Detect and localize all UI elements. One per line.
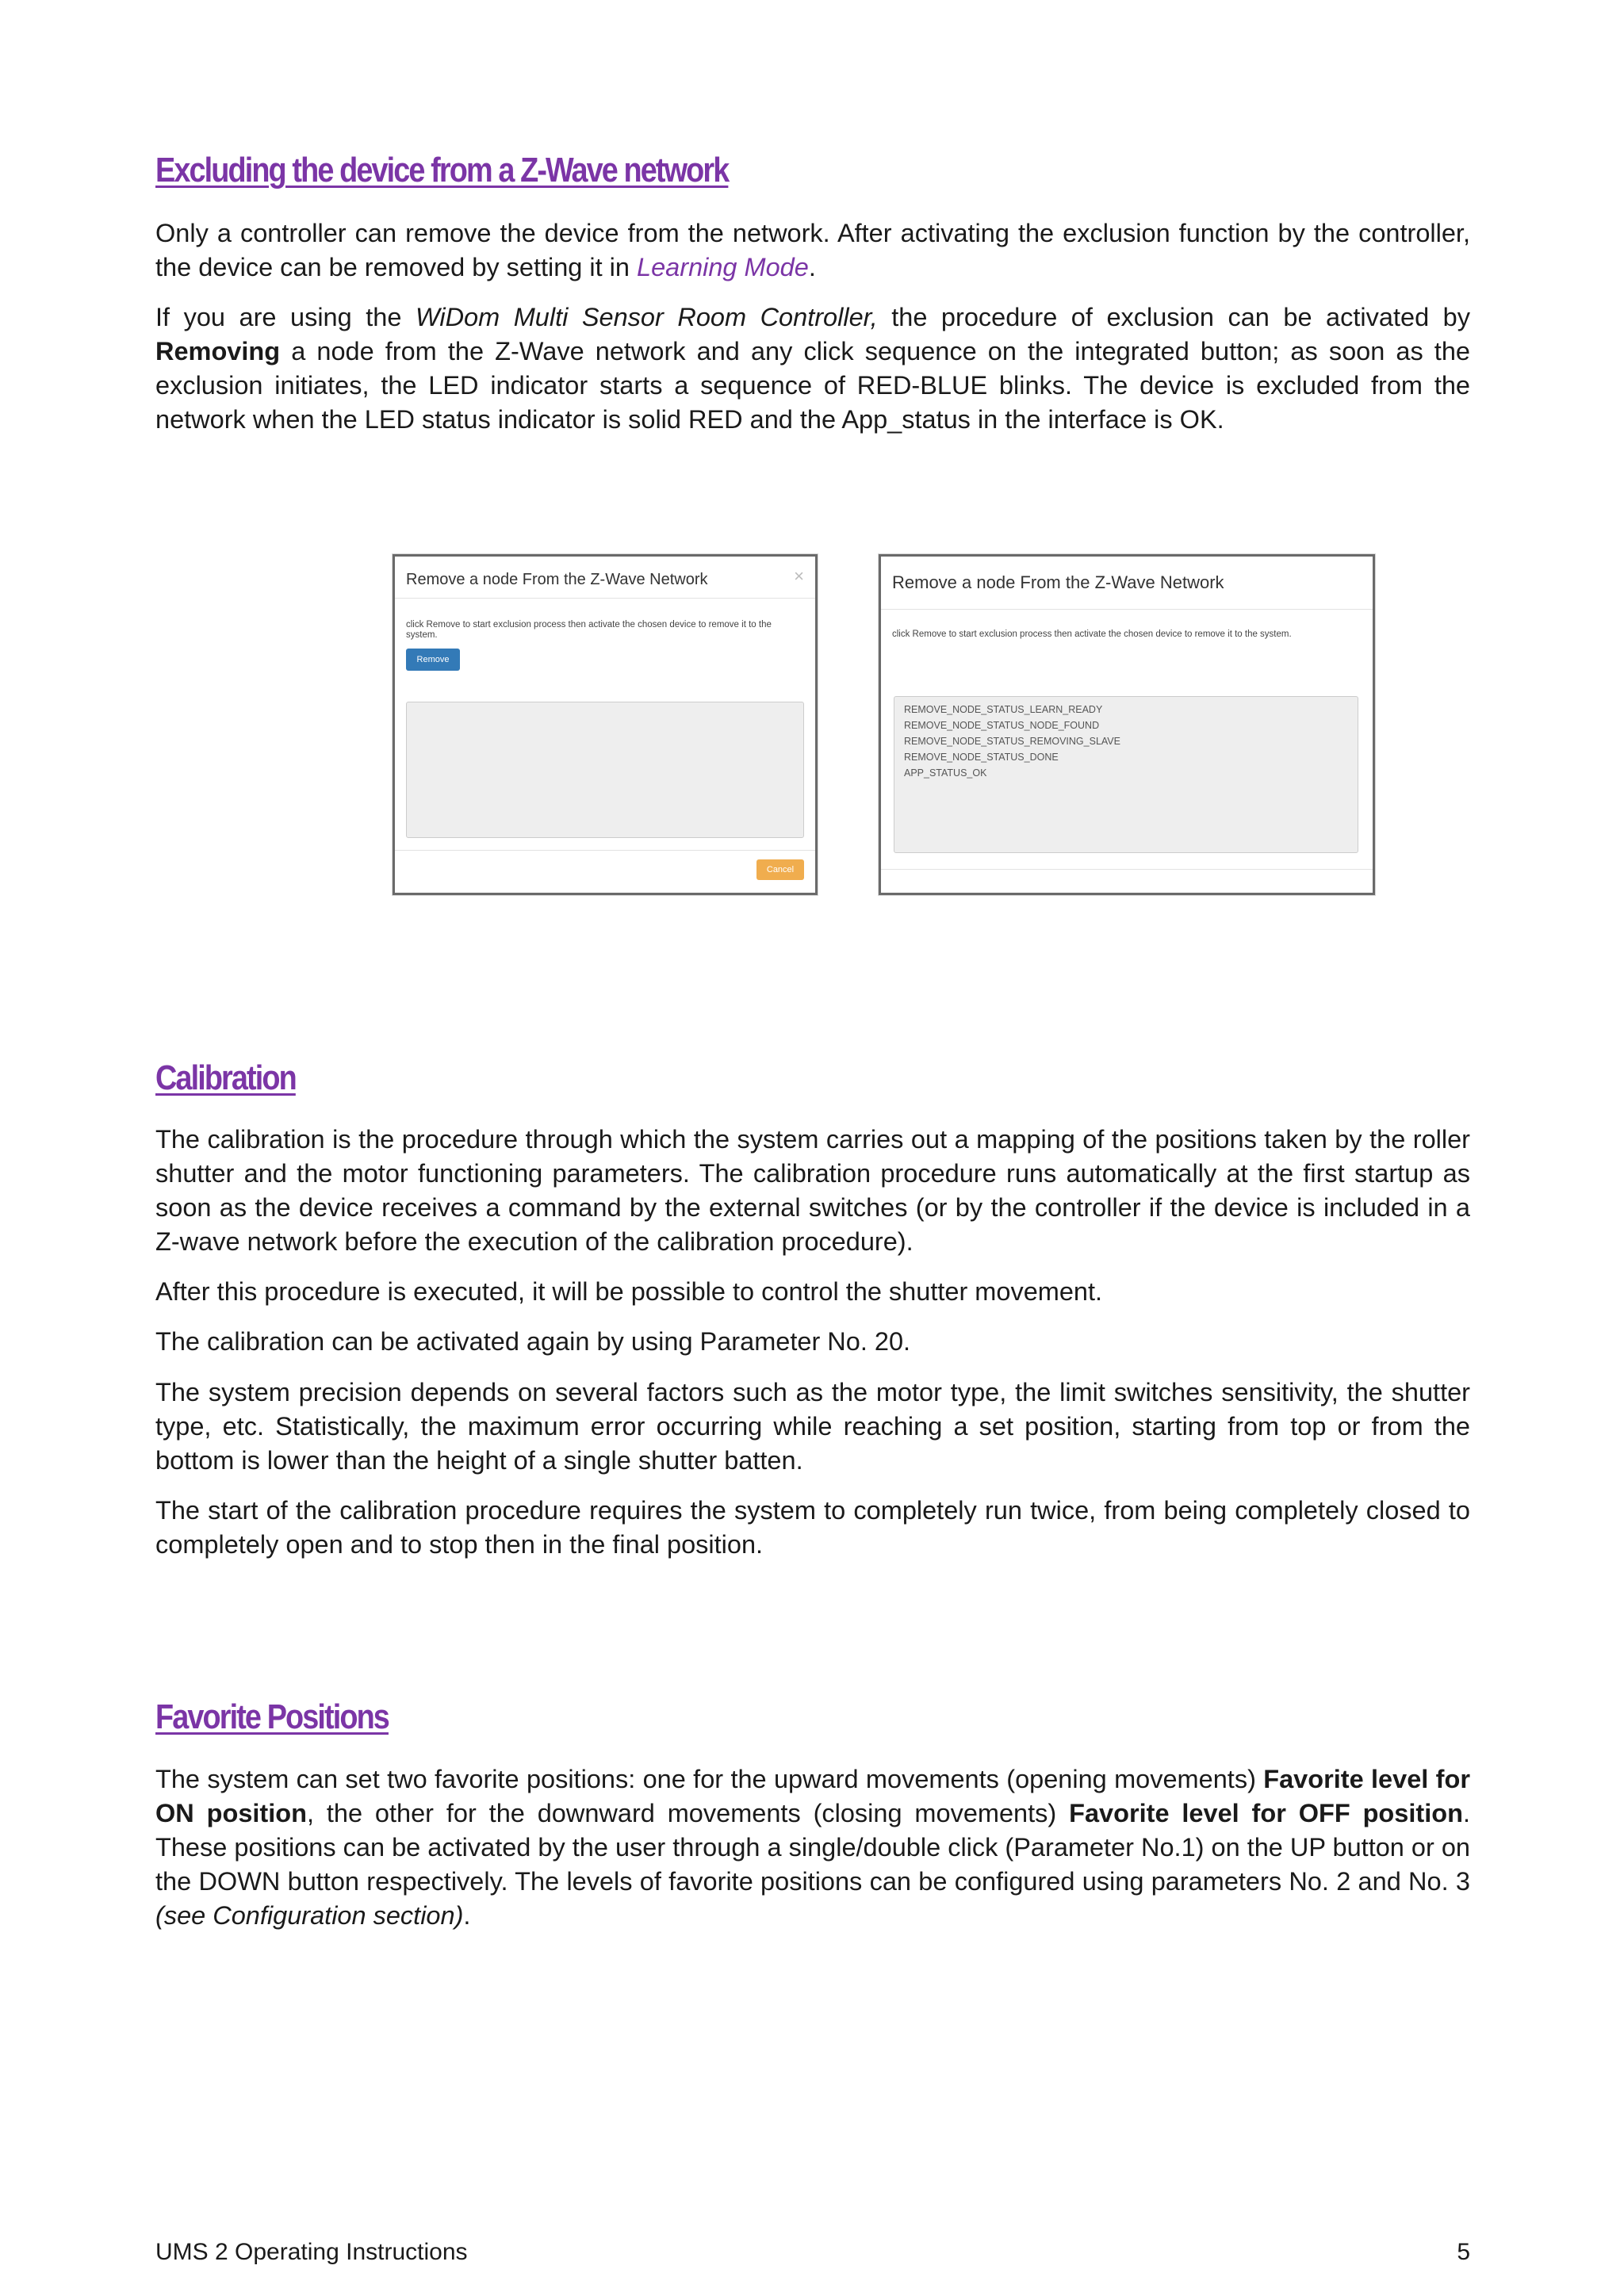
log-line: APP_STATUS_OK: [904, 767, 987, 779]
footer-page-number: 5: [1457, 2239, 1470, 2265]
status-log-area[interactable]: [894, 696, 1358, 853]
dialog-instructions: click Remove to start exclusion process then activate the chosen device to remove it to the system.: [406, 620, 772, 640]
exclusion-paragraph-1: Only a controller can remove the device from the network. After activating the exclusion function by the controller, the device can be removed by setting it in Learning Mode.: [155, 219, 1470, 281]
dialog-divider: [395, 598, 815, 599]
exclusion-heading: Excluding the device from a Z-Wave network: [155, 151, 729, 189]
calibration-heading: Calibration: [155, 1058, 296, 1097]
log-line: REMOVE_NODE_STATUS_LEARN_READY: [904, 704, 1103, 715]
favorite-paragraph-1: The system can set two favorite positions: one for the upward movements (opening movements) Favorite level for ON position, the other for the downward movements (closing movements) Favorite level for OFF position. These positions can be activated by the user through a single/double click (Parameter No.1) on the UP button or on the DOWN button respectively. The levels of favorite positions can be configured using parameters No. 2 and No. 3 (see Configuration section).: [155, 1765, 1470, 1930]
cancel-button[interactable]: Cancel: [756, 859, 804, 880]
favorite-positions-heading: Favorite Positions: [155, 1697, 389, 1736]
learning-mode-link[interactable]: Learning Mode: [637, 253, 809, 281]
exclusion-paragraph-2: If you are using the WiDom Multi Sensor Room Controller, the procedure of exclusion can be activated by Removing a node from the Z-Wave network and any click sequence on the integrated button; as soon as the exclusion initiates, the LED indicator starts a sequence of RED-BLUE blinks. The device is excluded from the network when the LED status indicator is solid RED and the App_status in the interface is OK.: [155, 303, 1470, 434]
calibration-paragraph-3: The calibration can be activated again by using Parameter No. 20.: [155, 1327, 911, 1356]
close-icon[interactable]: ×: [794, 566, 804, 586]
remove-button[interactable]: Remove: [406, 649, 460, 671]
calibration-paragraph-4: The system precision depends on several factors such as the motor type, the limit switches sensitivity, the shutter type, etc. Statistically, the maximum error occurring while reaching a set position, starting from top or from the bottom is lower than the height of a single shutter batten.: [155, 1378, 1470, 1475]
log-line: REMOVE_NODE_STATUS_DONE: [904, 752, 1059, 763]
calibration-paragraph-1: The calibration is the procedure through which the system carries out a mapping of the positions taken by the roller shutter and the motor functioning parameters. The calibration procedure runs automatically at the first startup as soon as the device receives a command by the external switches (or by the controller if the device is included in a Z-wave network before the execution of the calibration procedure).: [155, 1125, 1470, 1256]
dialog-divider: [881, 609, 1373, 610]
dialog-footer-divider: [881, 869, 1373, 870]
calibration-paragraph-2: After this procedure is executed, it will be possible to control the shutter movement.: [155, 1277, 1103, 1306]
status-log-area[interactable]: [406, 702, 804, 838]
footer-doc-title: UMS 2 Operating Instructions: [155, 2239, 468, 2265]
calibration-paragraph-5: The start of the calibration procedure requires the system to completely run twice, from being completely closed to completely open and to stop then in the final position.: [155, 1496, 1470, 1559]
dialog-instructions: click Remove to start exclusion process then activate the chosen device to remove it to the system.: [892, 629, 1292, 639]
dialog-footer-divider: [395, 850, 815, 851]
log-line: REMOVE_NODE_STATUS_NODE_FOUND: [904, 720, 1100, 731]
log-line: REMOVE_NODE_STATUS_REMOVING_SLAVE: [904, 736, 1120, 747]
remove-node-dialog-screenshot-2: [879, 554, 1375, 895]
dialog-title: Remove a node From the Z-Wave Network: [406, 571, 708, 588]
dialog-title: Remove a node From the Z-Wave Network: [892, 572, 1224, 592]
remove-node-dialog-screenshot-1: [393, 554, 818, 895]
